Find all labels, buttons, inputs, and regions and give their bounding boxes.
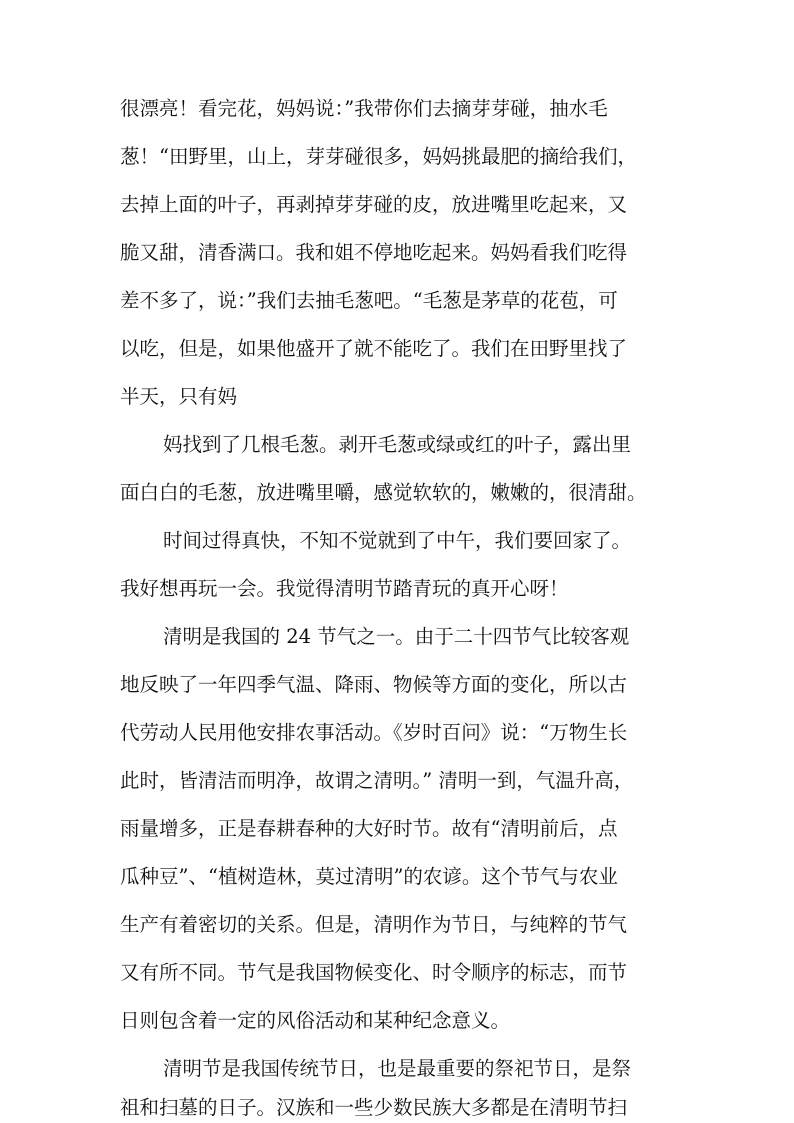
text-line: 去掉上面的叶子，再剥掉芽芽碰的皮，放进嘴里吃起来，又 [120,193,628,216]
text-line: 脆又甜，清香满口。我和姐不停地吃起来。妈妈看我们吃得 [120,241,628,264]
text-line: 此时，皆清洁而明净，故谓之清明。” 清明一到，气温升高， [120,769,634,792]
text-line: 半天，只有妈 [120,385,238,408]
text-line: 妈找到了几根毛葱。剥开毛葱或绿或红的叶子，露出里 [163,433,632,456]
text-line: 瓜种豆”、“植树造林，莫过清明”的农谚。这个节气与农业 [120,865,618,888]
text-line: 清明节是我国传统节日，也是最重要的祭祀节日，是祭 [163,1057,632,1080]
text-line: 祖和扫墓的日子。汉族和一些少数民族大多都是在清明节扫 [120,1096,628,1119]
text-line: 很漂亮！看完花，妈妈说：”我带你们去摘芽芽碰，抽水毛 [120,97,608,120]
text-line: 清明是我国的 24 节气之一。由于二十四节气比较客观 [163,625,630,648]
text-line: 时间过得真快，不知不觉就到了中午，我们要回家了。 [163,529,632,552]
text-line: 我好想再玩一会。我觉得清明节踏青玩的真开心呀！ [120,577,569,600]
text-line: 葱！“田野里，山上，芽芽碰很多，妈妈挑最肥的摘给我们， [120,145,637,168]
text-line: 日则包含着一定的风俗活动和某种纪念意义。 [120,1009,511,1032]
text-line: 又有所不同。节气是我国物候变化、时令顺序的标志，而节 [120,961,628,984]
text-line: 地反映了一年四季气温、降雨、物候等方面的变化，所以古 [120,673,628,696]
text-line: 以吃，但是，如果他盛开了就不能吃了。我们在田野里找了 [120,337,628,360]
text-line: 生产有着密切的关系。但是，清明作为节日，与纯粹的节气 [120,913,628,936]
text-line: 代劳动人民用他安排农事活动。《岁时百问》说：“万物生长 [120,721,628,744]
text-line: 面白白的毛葱，放进嘴里嚼，感觉软软的，嫩嫩的，很清甜。 [120,481,647,504]
text-line: 雨量增多，正是春耕春种的大好时节。故有“清明前后，点 [120,817,618,840]
text-line: 差不多了，说：”我们去抽毛葱吧。“毛葱是茅草的花苞，可 [120,289,618,312]
